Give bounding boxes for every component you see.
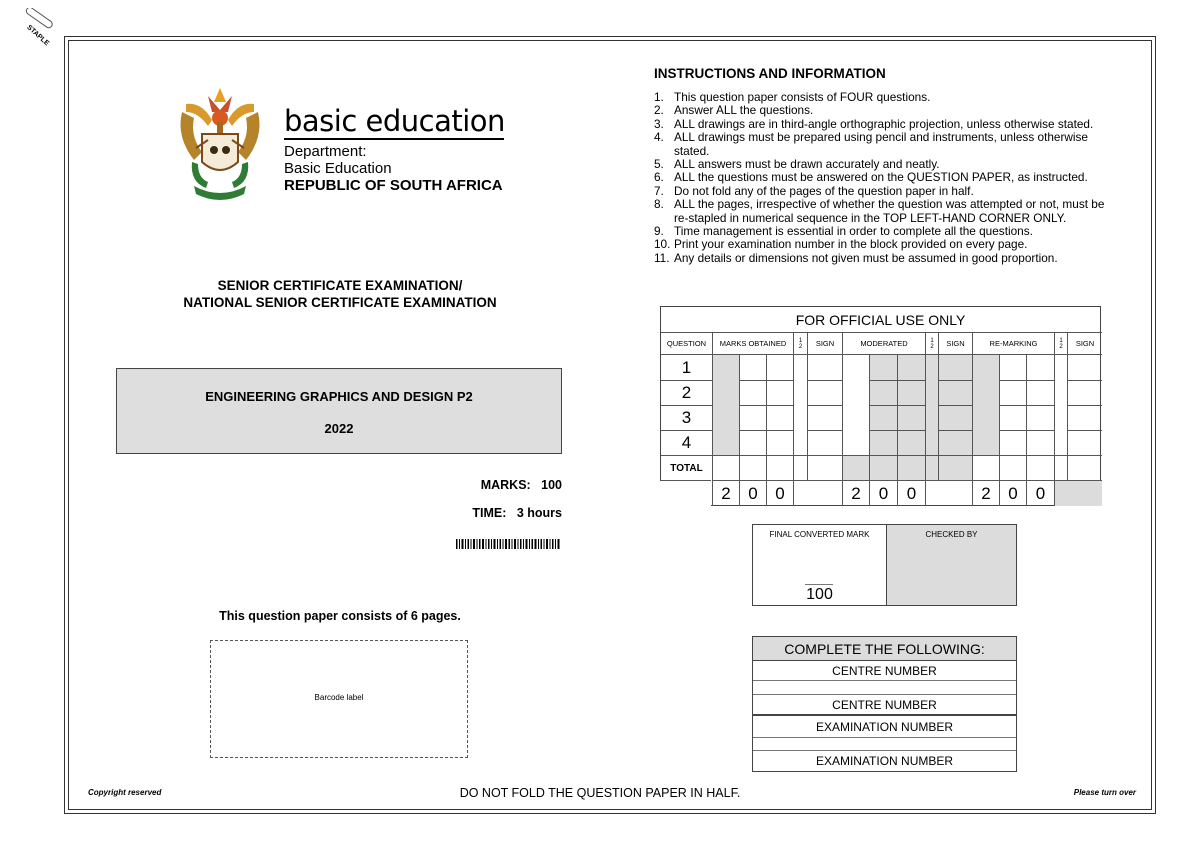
total-cell <box>842 455 869 480</box>
total-cell <box>925 455 938 480</box>
marks-cell <box>739 380 766 405</box>
instruction-text: ALL the questions must be answered on the QUESTION PAPER, as instructed. <box>674 170 1088 185</box>
remarking-cell <box>1026 430 1054 455</box>
instructions-list <box>654 91 1114 265</box>
total-digit: 0 <box>766 480 793 506</box>
half-denominator: 2 <box>1059 344 1063 350</box>
no-fold-notice: DO NOT FOLD THE QUESTION PAPER IN HALF. <box>459 786 741 800</box>
total-cell <box>739 455 766 480</box>
marks-cell <box>739 405 766 430</box>
moderated-cell <box>869 405 897 430</box>
header-moderated: MODERATED <box>842 332 925 354</box>
total-cell <box>793 455 807 480</box>
instruction-text: ALL the pages, irrespective of whether the question was attempted or not, must be re-stapled in numerical sequence in the TOP LEFT-HAND CORNER ONLY. <box>674 197 1105 225</box>
moderated-cell <box>897 430 925 455</box>
instruction-number: 1. <box>654 90 664 104</box>
half-remarking-column <box>1054 354 1067 455</box>
question-number: 3 <box>661 405 712 430</box>
time-label: TIME: <box>472 506 507 520</box>
instruction-number: 10. <box>654 237 671 252</box>
sign-cell <box>938 405 972 430</box>
total-cell <box>869 455 897 480</box>
half-moderated-column <box>925 354 938 455</box>
total-cell <box>712 455 739 480</box>
total-digit: 0 <box>869 480 897 506</box>
header-remarking: RE-MARKING <box>972 332 1054 354</box>
header-marks-obtained: MARKS OBTAINED <box>712 332 793 354</box>
official-use-table <box>660 306 1101 506</box>
marks-info <box>481 478 562 492</box>
examination-number-label: EXAMINATION NUMBER <box>753 716 1016 738</box>
moderated-cell <box>869 354 897 380</box>
department-line-2: Basic Education <box>284 160 392 177</box>
sign-cell <box>807 354 842 380</box>
instruction-number: 5. <box>654 157 664 172</box>
question-number: 1 <box>661 354 712 380</box>
final-mark-out-of: 100 <box>806 586 833 603</box>
half-numerator: 1 <box>930 338 934 344</box>
instruction-number: 2. <box>654 103 664 118</box>
total-digit: 2 <box>972 480 999 506</box>
remarking-cell <box>1026 354 1054 380</box>
barcode-label-box <box>210 640 468 758</box>
instruction-text: Answer ALL the questions. <box>674 103 814 118</box>
final-mark-divider <box>805 584 833 585</box>
total-cell <box>766 455 793 480</box>
total-cell <box>897 455 925 480</box>
instruction-number: 6. <box>654 170 664 185</box>
marks-value: 100 <box>541 478 562 492</box>
time-value: 3 hours <box>516 506 562 520</box>
instruction-text: Any details or dimensions not given must be assumed in good proportion. <box>674 250 1058 265</box>
instruction-item <box>654 104 1114 117</box>
question-number: 4 <box>661 430 712 455</box>
instruction-item <box>654 198 1114 225</box>
sign-cell <box>807 430 842 455</box>
examination-number-label-bottom: EXAMINATION NUMBER <box>815 754 954 768</box>
header-half-remarking <box>1054 332 1067 354</box>
instruction-item <box>654 225 1114 238</box>
total-cell <box>1054 455 1067 480</box>
sign-cell <box>1067 354 1102 380</box>
half-denominator: 2 <box>930 344 934 350</box>
final-converted-mark-cell <box>753 525 886 605</box>
sign-cell <box>938 380 972 405</box>
subject-box <box>116 368 562 454</box>
coat-of-arms-logo <box>172 82 268 206</box>
table-corner-gap <box>660 480 711 507</box>
subject-year: 2022 <box>324 421 354 436</box>
total-cell <box>972 455 999 480</box>
remarking-cell <box>1026 380 1054 405</box>
total-digit: 2 <box>712 480 739 506</box>
instruction-item <box>654 238 1114 251</box>
instruction-number: 8. <box>654 197 664 212</box>
turn-over-notice: Please turn over <box>1073 788 1136 797</box>
centre-number-label: CENTRE NUMBER <box>753 661 1016 681</box>
marks-cell <box>766 430 793 455</box>
header-sign-2: SIGN <box>938 332 972 354</box>
instruction-text: Do not fold any of the pages of the question paper in half. <box>674 183 974 198</box>
official-use-title: FOR OFFICIAL USE ONLY <box>795 312 966 328</box>
remarking-cell <box>1026 405 1054 430</box>
sign-cell <box>1067 430 1102 455</box>
final-mark-box <box>752 524 1017 606</box>
department-brand: basic education <box>284 104 505 138</box>
brand-divider <box>284 138 504 140</box>
complete-following-title: COMPLETE THE FOLLOWING: <box>753 637 1016 661</box>
total-label: TOTAL <box>661 455 712 480</box>
department-line-3: REPUBLIC OF SOUTH AFRICA <box>284 177 503 194</box>
sign-cell <box>807 405 842 430</box>
pages-note: This question paper consists of 6 pages. <box>219 609 461 623</box>
total-digit-blank <box>793 480 842 506</box>
checked-by-cell <box>886 525 1016 605</box>
document-code-barcode <box>456 539 561 549</box>
staple-label: STAPLE <box>25 24 51 48</box>
checked-by-label: CHECKED BY <box>925 530 978 539</box>
total-digit: 0 <box>897 480 925 506</box>
remarking-grey-column <box>972 354 999 455</box>
instruction-item <box>654 131 1114 158</box>
total-digit: 0 <box>739 480 766 506</box>
sign-cell <box>807 380 842 405</box>
instruction-text: ALL answers must be drawn accurately and neatly. <box>674 157 940 172</box>
marks-cell <box>739 354 766 380</box>
header-question: QUESTION <box>661 332 712 354</box>
barcode-label-text: Barcode label <box>314 693 364 702</box>
total-cell <box>807 455 842 480</box>
instruction-item <box>654 91 1114 104</box>
department-line-1: Department: <box>284 143 367 160</box>
exam-title-line-1: SENIOR CERTIFICATE EXAMINATION/ <box>217 278 463 293</box>
total-digit: 2 <box>842 480 869 506</box>
exam-title-line-2: NATIONAL SENIOR CERTIFICATE EXAMINATION <box>183 295 497 310</box>
instruction-item <box>654 158 1114 171</box>
question-number: 2 <box>661 380 712 405</box>
half-numerator: 1 <box>1059 338 1063 344</box>
instruction-number: 4. <box>654 130 664 145</box>
header-half-marks-obtained <box>793 332 807 354</box>
copyright-notice: Copyright reserved <box>88 788 162 797</box>
moderated-white-column <box>842 354 869 455</box>
instructions-title: INSTRUCTIONS AND INFORMATION <box>654 66 886 81</box>
sign-cell <box>938 430 972 455</box>
header-sign-1: SIGN <box>807 332 842 354</box>
marks-cell <box>739 430 766 455</box>
marks-label: MARKS: <box>480 478 531 492</box>
instruction-number: 7. <box>654 183 664 198</box>
instruction-number: 3. <box>654 116 664 131</box>
instruction-item <box>654 171 1114 184</box>
sign-cell <box>1067 380 1102 405</box>
header-half-moderated <box>925 332 938 354</box>
final-converted-mark-label: FINAL CONVERTED MARK <box>769 530 870 539</box>
header-sign-3: SIGN <box>1067 332 1102 354</box>
examination-number-field[interactable] <box>753 738 1016 751</box>
remarking-cell <box>999 354 1026 380</box>
instruction-text: Print your examination number in the block provided on every page. <box>674 237 1028 252</box>
sign-cell <box>938 354 972 380</box>
remarking-cell <box>999 380 1026 405</box>
instruction-text: ALL drawings must be prepared using pencil and instruments, unless otherwise stated. <box>674 130 1088 158</box>
marks-cell <box>766 354 793 380</box>
remarking-cell <box>999 430 1026 455</box>
moderated-cell <box>869 430 897 455</box>
total-digit: 0 <box>1026 480 1054 506</box>
centre-number-field[interactable] <box>753 681 1016 695</box>
moderated-cell <box>897 405 925 430</box>
moderated-cell <box>897 354 925 380</box>
total-digit-blank <box>1054 480 1102 506</box>
total-cell <box>938 455 972 480</box>
subject-name: ENGINEERING GRAPHICS AND DESIGN P2 <box>205 389 473 404</box>
instruction-number: 11. <box>654 250 670 265</box>
centre-number-label-bottom: CENTRE NUMBER <box>753 695 1016 716</box>
instruction-text: ALL drawings are in third-angle orthographic projection, unless otherwise stated. <box>674 116 1094 131</box>
marks-obtained-grey-column <box>712 354 739 455</box>
instruction-item <box>654 118 1114 131</box>
instruction-text: This question paper consists of FOUR questions. <box>674 90 931 104</box>
half-mark-column <box>793 354 807 455</box>
sign-cell <box>1067 405 1102 430</box>
marks-cell <box>766 380 793 405</box>
half-denominator: 2 <box>798 344 803 350</box>
remarking-cell <box>999 405 1026 430</box>
time-info <box>472 506 562 520</box>
instruction-item <box>654 252 1114 265</box>
total-digit: 0 <box>999 480 1026 506</box>
total-cell <box>999 455 1026 480</box>
half-numerator: 1 <box>798 338 803 344</box>
total-digit-blank <box>925 480 972 506</box>
instruction-number: 9. <box>654 224 664 239</box>
marks-cell <box>766 405 793 430</box>
complete-following-box <box>752 636 1017 772</box>
moderated-cell <box>869 380 897 405</box>
instruction-item <box>654 185 1114 198</box>
moderated-cell <box>897 380 925 405</box>
total-cell <box>1067 455 1102 480</box>
total-cell <box>1026 455 1054 480</box>
instruction-text: Time management is essential in order to complete all the questions. <box>674 224 1033 239</box>
